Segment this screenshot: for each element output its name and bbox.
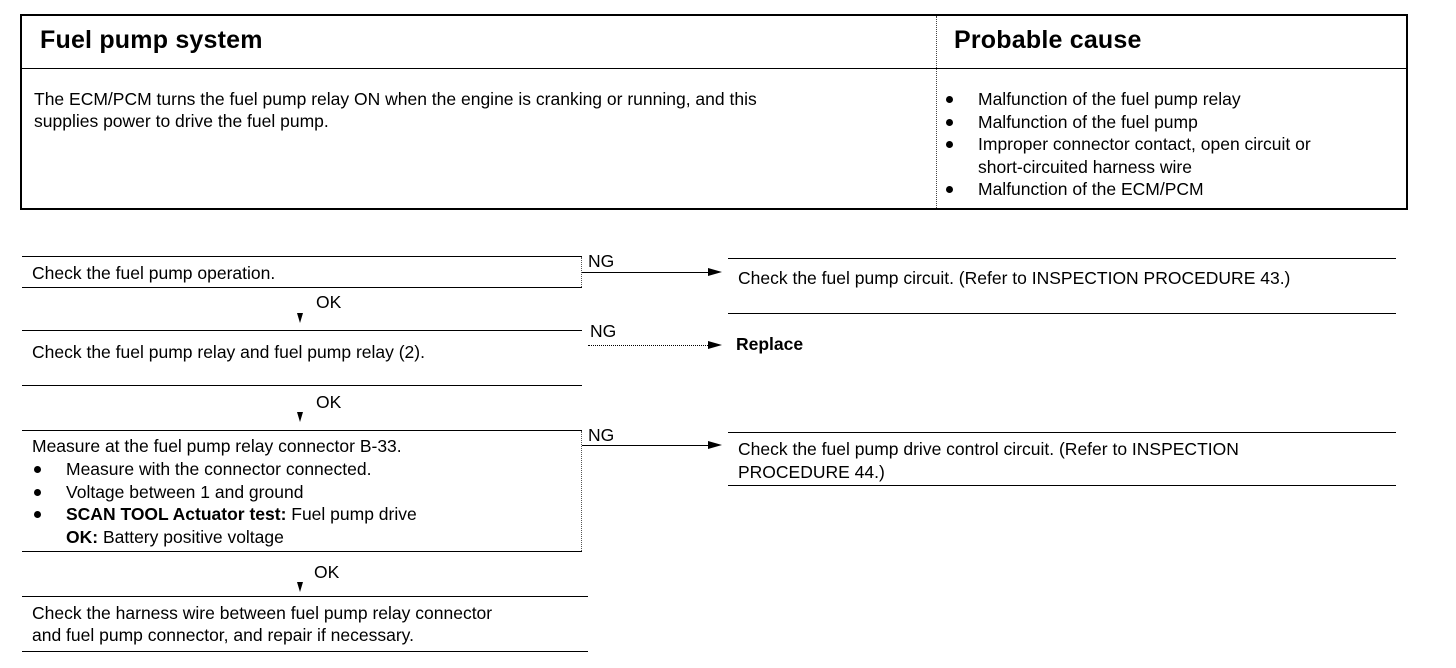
bullet-icon [946,141,953,148]
bullet-icon [946,96,953,103]
arrow-down-icon [297,582,303,592]
result-2-replace: Replace [736,334,804,354]
ng-connector-1 [582,272,710,273]
arrow-down-icon [297,313,303,323]
step-4-box [22,596,588,652]
step-3-title: Measure at the fuel pump relay connector B-33. [32,436,402,456]
step-3-bullet: Voltage between 1 and ground [32,481,417,504]
ng-connector-2 [588,345,712,346]
cause-item: Malfunction of the fuel pump [942,111,1412,134]
step-1-text: Check the fuel pump operation. [32,263,276,283]
step-3-list [32,458,417,548]
result-3-line-1: Check the fuel pump drive control circuit. (Refer to INSPECTION [738,439,1239,459]
result-3-box [728,432,1396,486]
step-3-box [22,430,582,552]
probable-cause-list [942,88,1412,201]
description-line-2: supplies power to drive the fuel pump. [34,111,329,131]
system-description [34,88,934,132]
result-1-box [728,258,1396,314]
header-divider [22,68,1406,69]
ok-label-1: OK [316,292,342,312]
system-title: Fuel pump system [40,26,263,54]
step-4-line-1: Check the harness wire between fuel pump relay connector [32,603,493,623]
step-3-ok-line: OK: Battery positive voltage [66,526,284,547]
bullet-icon [34,489,41,496]
ok-label-3: OK [314,562,340,582]
probable-cause-title: Probable cause [954,26,1142,54]
cause-item: Improper connector contact, open circuit or [942,133,1412,156]
step-2-text: Check the fuel pump relay and fuel pump relay (2). [32,342,425,362]
step-1-box [22,256,582,288]
result-1-text: Check the fuel pump circuit. (Refer to INSPECTION PROCEDURE 43.) [738,268,1291,288]
ok-label-2: OK [316,392,342,412]
cause-item: Malfunction of the ECM/PCM [942,178,1412,201]
cause-item-continued: short-circuited harness wire [978,156,1192,177]
info-table [20,14,1408,210]
step-4-line-2: and fuel pump connector, and repair if necessary. [32,625,414,645]
bullet-icon [34,511,41,518]
bullet-icon [946,186,953,193]
description-line-1: The ECM/PCM turns the fuel pump relay ON when the engine is cranking or running, and this [34,89,757,109]
ng-label-1: NG [588,251,615,271]
bullet-icon [946,119,953,126]
step-3-bullet: Measure with the connector connected. [32,458,417,481]
arrow-right-icon [708,441,722,449]
result-3-line-2: PROCEDURE 44.) [738,462,885,482]
step-3-bullet: SCAN TOOL Actuator test: Fuel pump drive [32,503,417,526]
column-divider [936,16,937,208]
cause-item: Malfunction of the fuel pump relay [942,88,1412,111]
ng-connector-3 [582,445,710,446]
arrow-right-icon [708,341,722,349]
ng-label-2: NG [590,321,617,341]
arrow-right-icon [708,268,722,276]
arrow-down-icon [297,412,303,422]
step-2-box [22,330,582,386]
bullet-icon [34,466,41,473]
ng-label-3: NG [588,425,615,445]
